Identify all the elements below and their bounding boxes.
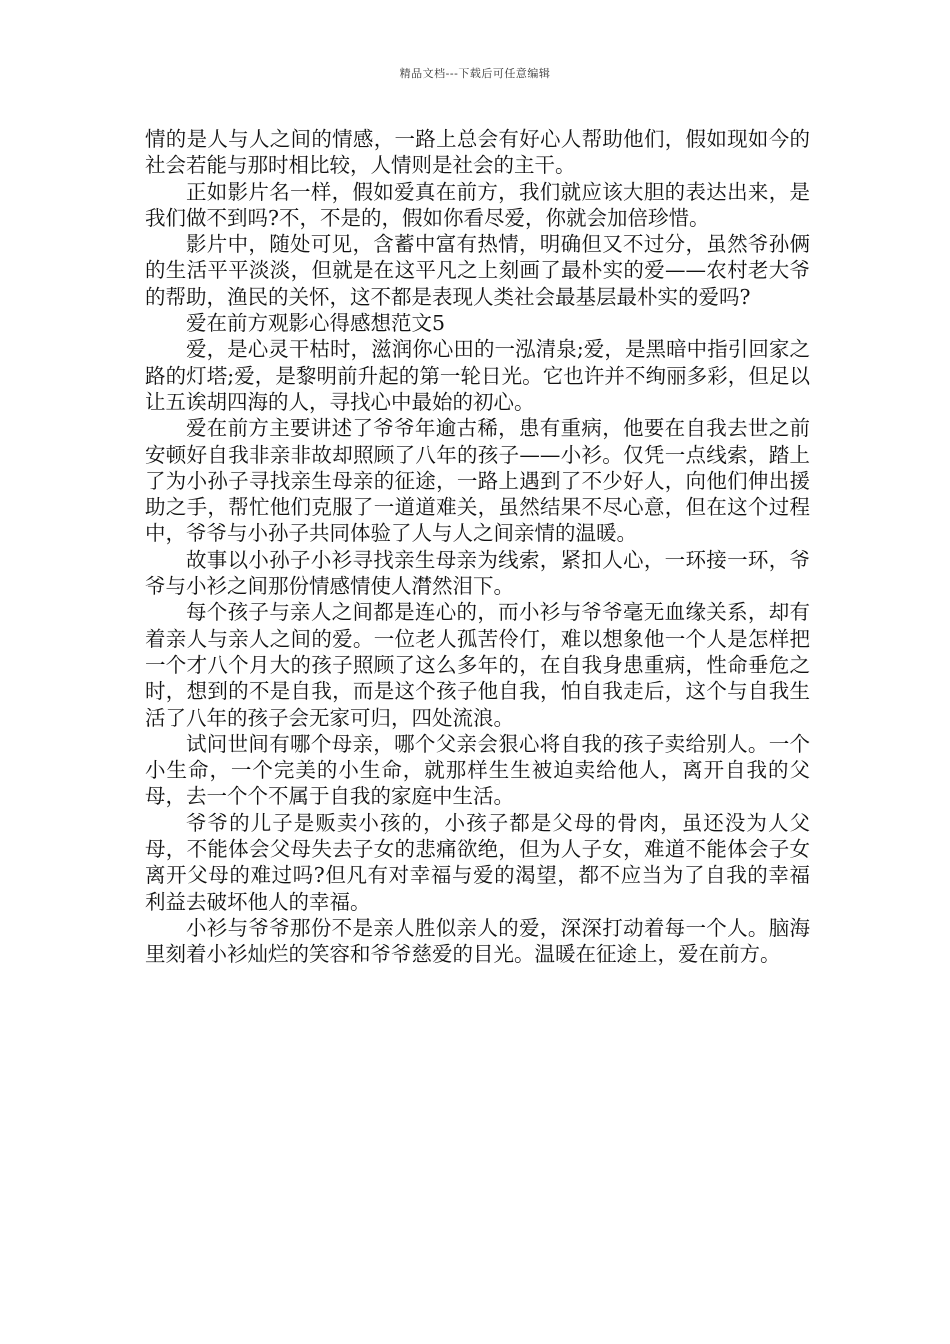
paragraph: 每个孩子与亲人之间都是连心的，而小衫与爷爷毫无血缘关系，却有着亲人与亲人之间的爱。一位老人孤苦伶仃，难以想象他一个人是怎样把一个才八个月大的孩子照顾了这么多年的，在自我身患重病，性命垂危之时，想到的不是自我，而是这个孩子他自我，怕自我走后，这个与自我生活了八年的孩子会无家可归，四处流浪。	[145, 600, 810, 730]
page-header: 精品文档---下载后可任意编辑	[399, 67, 551, 80]
document-body	[145, 126, 810, 968]
paragraph: 试问世间有哪个母亲，哪个父亲会狠心将自我的孩子卖给别人。一个小生命，一个完美的小生命，就那样生生被迫卖给他人，离开自我的父母，去一个个不属于自我的家庭中生活。	[145, 731, 810, 809]
paragraph: 故事以小孙子小衫寻找亲生母亲为线索，紧扣人心，一环接一环，爷爷与小衫之间那份情感情使人潸然泪下。	[145, 547, 810, 599]
paragraph: 爱在前方主要讲述了爷爷年逾古稀，患有重病，他要在自我去世之前安顿好自我非亲非故却照顾了八年的孩子——小衫。仅凭一点线索，踏上了为小孙子寻找亲生母亲的征途，一路上遇到了不少好人，向他们伸出援助之手，帮忙他们克服了一道道难关，虽然结果不尽心意，但在这个过程中，爷爷与小孙子共同体验了人与人之间亲情的温暖。	[145, 416, 810, 546]
paragraph: 爱，是心灵干枯时，滋润你心田的一泓清泉;爱，是黑暗中指引回家之路的灯塔;爱，是黎明前升起的第一轮日光。它也许并不绚丽多彩，但足以让五诶胡四海的人，寻找心中最始的初心。	[145, 337, 810, 414]
section-title: 爱在前方观影心得感想范文5	[186, 311, 446, 336]
paragraph: 爷爷的儿子是贩卖小孩的，小孩子都是父母的骨肉，虽还没为人父母，不能体会父母失去子女的悲痛欲绝，但为人子女，难道不能体会子女离开父母的难过吗?但凡有对幸福与爱的渴望，都不应当为了自我的幸福利益去破坏他人的幸福。	[145, 810, 810, 914]
paragraph: 小衫与爷爷那份不是亲人胜似亲人的爱，深深打动着每一个人。脑海里刻着小衫灿烂的笑容和爷爷慈爱的目光。温暖在征途上，爱在前方。	[145, 915, 810, 967]
paragraph: 影片中，随处可见，含蓄中富有热情，明确但又不过分，虽然爷孙俩的生活平平淡淡，但就是在这平凡之上刻画了最朴实的爱——农村老大爷的帮助，渔民的关怀，这不都是表现人类社会最基层最朴实的爱吗?	[145, 232, 810, 309]
paragraph: 正如影片名一样，假如爱真在前方，我们就应该大胆的表达出来，是我们做不到吗?不，不是的，假如你看尽爱，你就会加倍珍惜。	[145, 179, 810, 230]
paragraph: 情的是人与人之间的情感，一路上总会有好心人帮助他们，假如现如今的社会若能与那时相比较，人情则是社会的主干。	[145, 127, 810, 178]
